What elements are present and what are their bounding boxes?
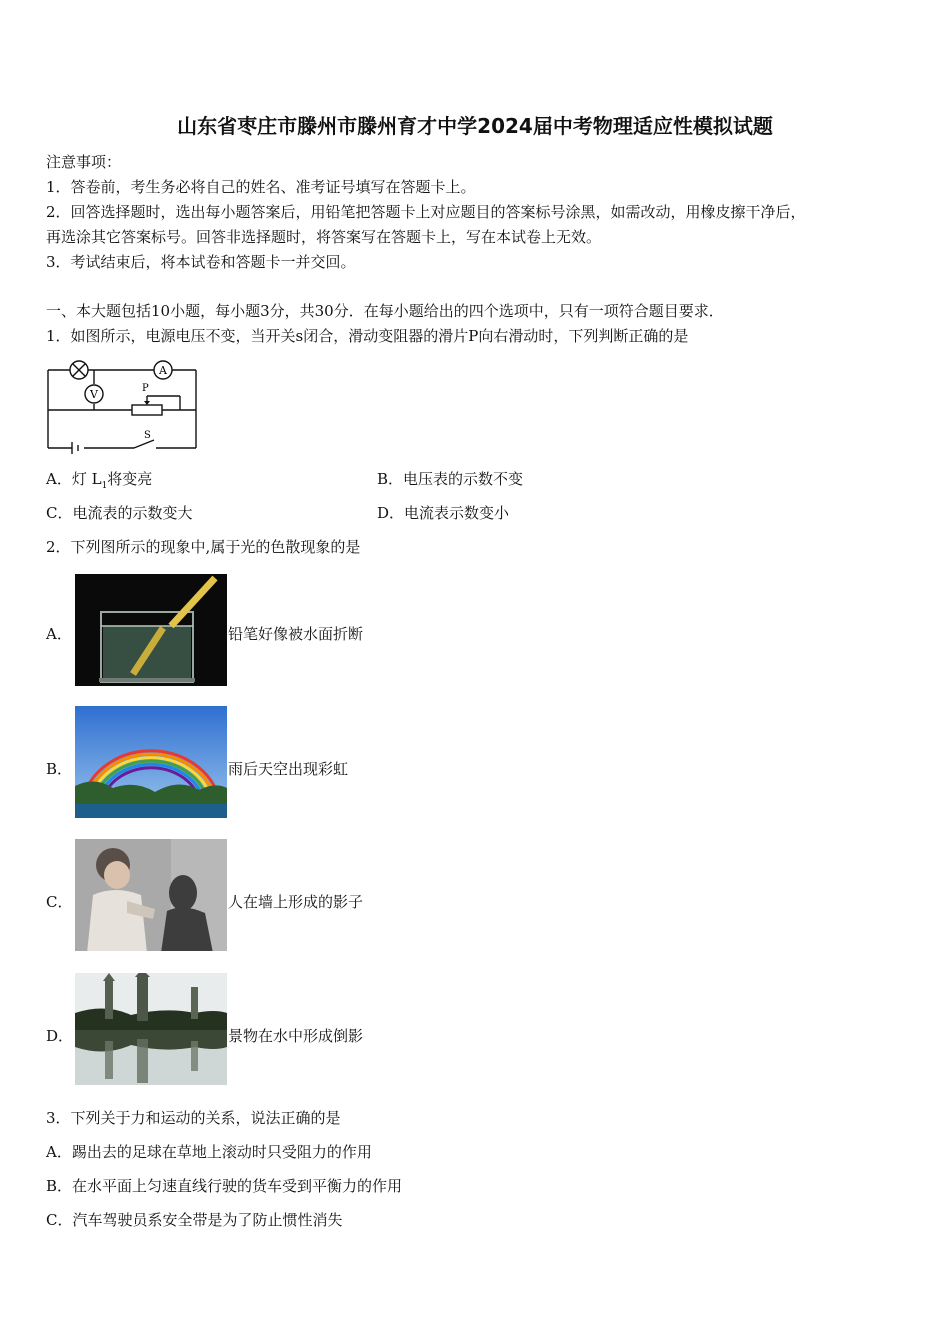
slider-label: P xyxy=(142,383,149,394)
circuit-diagram xyxy=(44,356,204,456)
notice-item-2-cont: 再选涂其它答案标号。回答非选择题时，将答案写在答题卡上，写在本试卷上无效。 xyxy=(46,228,602,246)
question-1-stem: 1．如图所示，电源电压不变，当开关s闭合，滑动变阻器的滑片P向右滑动时，下列判断正确的是 xyxy=(46,327,689,345)
q2-option-b-label: B． xyxy=(46,760,73,778)
q1-option-a: A．灯 $L_1$将变亮 xyxy=(46,470,153,491)
question-3-stem: 3．下列关于力和运动的关系，说法正确的是 xyxy=(46,1109,341,1127)
page-title: 山东省枣庄市滕州市滕州育才中学2024届中考物理适应性模拟试题 xyxy=(177,114,773,138)
q3-option-b: B．在水平面上匀速直线行驶的货车受到平衡力的作用 xyxy=(46,1177,403,1195)
q2-option-d-text: 景物在水中形成倒影 xyxy=(228,1027,364,1045)
q2-option-a-text: 铅笔好像被水面折断 xyxy=(228,625,364,643)
q2-option-b-text: 雨后天空出现彩虹 xyxy=(228,760,349,778)
q1-option-c: C．电流表的示数变大 xyxy=(46,504,193,522)
q2-option-c-text: 人在墙上形成的影子 xyxy=(228,893,364,911)
notice-item-1: 1．答卷前，考生务必将自己的姓名、准考证号填写在答题卡上。 xyxy=(46,178,476,196)
pencil-in-water-image xyxy=(75,574,227,686)
reflection-image xyxy=(75,973,227,1085)
switch-label: S xyxy=(144,430,151,441)
q2-option-c-label: C． xyxy=(46,893,73,911)
notice-item-3: 3．考试结束后，将本试卷和答题卡一并交回。 xyxy=(46,253,356,271)
q3-option-c: C．汽车驾驶员系安全带是为了防止惯性消失 xyxy=(46,1211,343,1229)
q3-option-a: A．踢出去的足球在草地上滚动时只受阻力的作用 xyxy=(46,1143,372,1161)
notice-item-2: 2．回答选择题时，选出每小题答案后，用铅笔把答题卡上对应题目的答案标号涂黑，如需改动，用橡皮擦干净后， xyxy=(46,203,806,221)
q1-option-b: B．电压表的示数不变 xyxy=(377,470,524,488)
q2-option-a-label: A． xyxy=(46,625,72,643)
section-1-heading: 一、本大题包括10小题，每小题3分，共30分．在每小题给出的四个选项中，只有一项符合题目要求． xyxy=(46,302,724,320)
q2-option-d-label: D． xyxy=(46,1027,74,1045)
q1-option-d: D．电流表示数变小 xyxy=(377,504,510,522)
shadow-image xyxy=(75,839,227,951)
ammeter-label: A xyxy=(159,364,167,377)
question-2-stem: 2．下列图所示的现象中,属于光的色散现象的是 xyxy=(46,538,361,556)
voltmeter-label: V xyxy=(90,388,98,401)
rainbow-image xyxy=(75,706,227,818)
notice-heading: 注意事项： xyxy=(46,153,122,171)
